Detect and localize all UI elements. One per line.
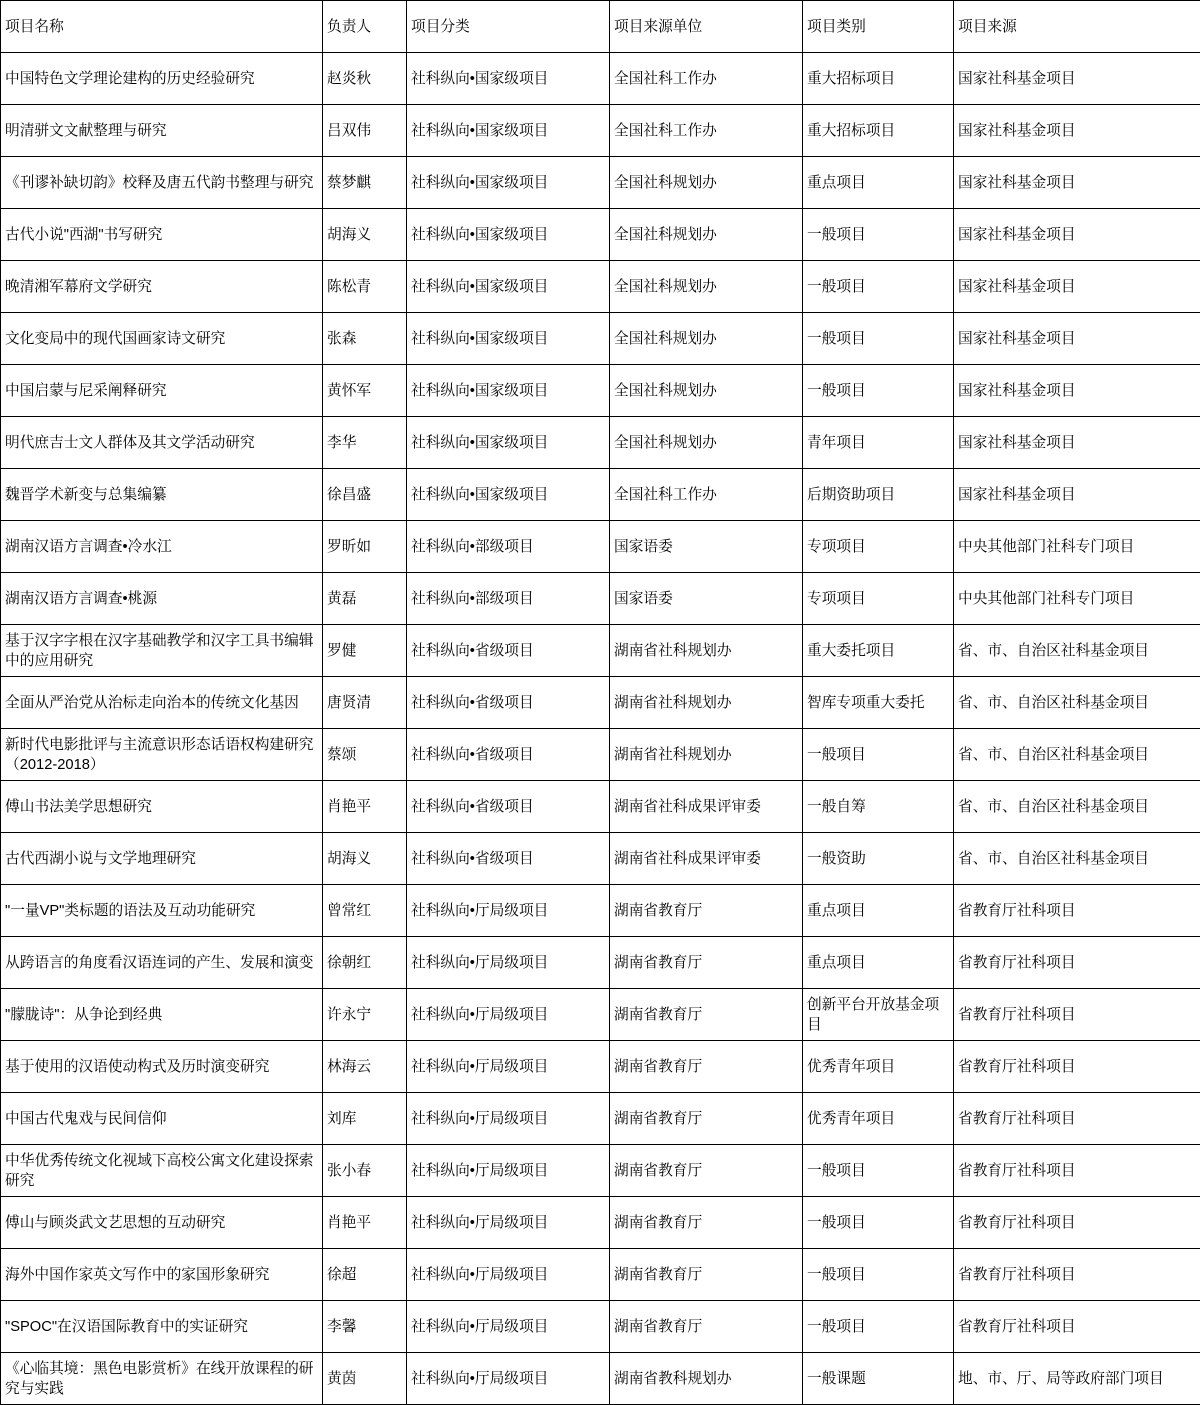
table-cell: 罗昕如 [323, 521, 407, 573]
table-cell: 蔡颂 [323, 729, 407, 781]
table-cell: 一般项目 [803, 1249, 954, 1301]
table-cell: 全国社科规划办 [610, 365, 803, 417]
table-cell: 全国社科规划办 [610, 157, 803, 209]
table-cell: 全国社科工作办 [610, 53, 803, 105]
table-cell: 省、市、自治区社科基金项目 [954, 781, 1200, 833]
table-cell: 后期资助项目 [803, 469, 954, 521]
table-cell: 国家语委 [610, 573, 803, 625]
table-cell: 湖南省教科规划办 [610, 1353, 803, 1405]
table-cell: 湖南省教育厅 [610, 885, 803, 937]
table-cell: 基于使用的汉语使动构式及历时演变研究 [1, 1041, 323, 1093]
table-cell: 社科纵向•国家级项目 [407, 417, 610, 469]
table-cell: 中国古代鬼戏与民间信仰 [1, 1093, 323, 1145]
table-cell: 张森 [323, 313, 407, 365]
table-row [1, 105, 1200, 157]
table-row [1, 1145, 1200, 1197]
table-cell: 一般资助 [803, 833, 954, 885]
table-cell: 全国社科规划办 [610, 261, 803, 313]
table-cell: 傅山书法美学思想研究 [1, 781, 323, 833]
table-cell: 社科纵向•国家级项目 [407, 313, 610, 365]
table-cell: 晚清湘军幕府文学研究 [1, 261, 323, 313]
table-cell: 社科纵向•国家级项目 [407, 469, 610, 521]
table-cell: 优秀青年项目 [803, 1093, 954, 1145]
table-cell: 省教育厅社科项目 [954, 1145, 1200, 1197]
table-row [1, 157, 1200, 209]
table-row [1, 1197, 1200, 1249]
column-header: 项目名称 [1, 1, 323, 53]
table-cell: 社科纵向•厅局级项目 [407, 937, 610, 989]
table-row [1, 53, 1200, 105]
table-row [1, 885, 1200, 937]
table-cell: 古代西湖小说与文学地理研究 [1, 833, 323, 885]
table-cell: 一般项目 [803, 1145, 954, 1197]
table-cell: 专项项目 [803, 573, 954, 625]
table-cell: 胡海义 [323, 833, 407, 885]
table-cell: 社科纵向•国家级项目 [407, 53, 610, 105]
table-cell: 社科纵向•国家级项目 [407, 365, 610, 417]
column-header: 项目分类 [407, 1, 610, 53]
table-cell: 一般项目 [803, 1197, 954, 1249]
table-cell: 省教育厅社科项目 [954, 1249, 1200, 1301]
table-cell: 陈松青 [323, 261, 407, 313]
table-cell: 吕双伟 [323, 105, 407, 157]
table-cell: 省教育厅社科项目 [954, 1093, 1200, 1145]
column-header: 负责人 [323, 1, 407, 53]
table-cell: 省教育厅社科项目 [954, 989, 1200, 1041]
table-row [1, 417, 1200, 469]
table-cell: 全面从严治党从治标走向治本的传统文化基因 [1, 677, 323, 729]
table-row [1, 1041, 1200, 1093]
table-cell: 社科纵向•厅局级项目 [407, 1301, 610, 1353]
table-cell: 青年项目 [803, 417, 954, 469]
table-cell: 省教育厅社科项目 [954, 1301, 1200, 1353]
table-cell: 赵炎秋 [323, 53, 407, 105]
table-cell: 湖南省教育厅 [610, 937, 803, 989]
table-cell: 重大招标项目 [803, 53, 954, 105]
table-row [1, 1353, 1200, 1405]
table-cell: 一般项目 [803, 261, 954, 313]
table-cell: 李馨 [323, 1301, 407, 1353]
table-cell: 湖南省社科规划办 [610, 625, 803, 677]
table-cell: 社科纵向•国家级项目 [407, 261, 610, 313]
table-cell: 一般项目 [803, 365, 954, 417]
table-row [1, 781, 1200, 833]
table-cell: 社科纵向•国家级项目 [407, 105, 610, 157]
table-cell: 中央其他部门社科专门项目 [954, 573, 1200, 625]
table-cell: 一般项目 [803, 729, 954, 781]
table-cell: 文化变局中的现代国画家诗文研究 [1, 313, 323, 365]
table-cell: 一般项目 [803, 313, 954, 365]
table-cell: 一般课题 [803, 1353, 954, 1405]
table-cell: 基于汉字字根在汉字基础教学和汉字工具书编辑中的应用研究 [1, 625, 323, 677]
table-cell: 全国社科规划办 [610, 417, 803, 469]
table-cell: 《心临其境：黑色电影赏析》在线开放课程的研究与实践 [1, 1353, 323, 1405]
table-cell: 湖南省社科规划办 [610, 729, 803, 781]
table-cell: 重点项目 [803, 885, 954, 937]
table-cell: 肖艳平 [323, 781, 407, 833]
table-cell: 魏晋学术新变与总集编纂 [1, 469, 323, 521]
table-cell: 社科纵向•厅局级项目 [407, 885, 610, 937]
table-cell: 省教育厅社科项目 [954, 1041, 1200, 1093]
table-cell: 明代庶吉士文人群体及其文学活动研究 [1, 417, 323, 469]
table-cell: 一般项目 [803, 1301, 954, 1353]
table-cell: 唐贤清 [323, 677, 407, 729]
table-cell: 蔡梦麒 [323, 157, 407, 209]
table-cell: 社科纵向•厅局级项目 [407, 989, 610, 1041]
table-cell: 国家社科基金项目 [954, 261, 1200, 313]
table-cell: 专项项目 [803, 521, 954, 573]
table-row [1, 261, 1200, 313]
table-cell: 社科纵向•部级项目 [407, 521, 610, 573]
table-row [1, 1249, 1200, 1301]
table-cell: 黄茵 [323, 1353, 407, 1405]
table-cell: 中国特色文学理论建构的历史经验研究 [1, 53, 323, 105]
table-cell: 省、市、自治区社科基金项目 [954, 677, 1200, 729]
column-header: 项目类别 [803, 1, 954, 53]
table-row [1, 833, 1200, 885]
table-row [1, 313, 1200, 365]
table-cell: 社科纵向•省级项目 [407, 677, 610, 729]
table-cell: 国家社科基金项目 [954, 313, 1200, 365]
table-cell: 许永宁 [323, 989, 407, 1041]
table-cell: 中央其他部门社科专门项目 [954, 521, 1200, 573]
table-row [1, 729, 1200, 781]
table-row [1, 365, 1200, 417]
table-cell: 重点项目 [803, 157, 954, 209]
table-cell: 智库专项重大委托 [803, 677, 954, 729]
table-cell: 中华优秀传统文化视域下高校公寓文化建设探索研究 [1, 1145, 323, 1197]
table-cell: 黄怀军 [323, 365, 407, 417]
table-cell: 社科纵向•厅局级项目 [407, 1249, 610, 1301]
table-cell: 优秀青年项目 [803, 1041, 954, 1093]
table-cell: 黄磊 [323, 573, 407, 625]
table-cell: 社科纵向•厅局级项目 [407, 1197, 610, 1249]
table-cell: 社科纵向•厅局级项目 [407, 1093, 610, 1145]
table-cell: 社科纵向•厅局级项目 [407, 1353, 610, 1405]
table-cell: 全国社科规划办 [610, 209, 803, 261]
table-cell: 省教育厅社科项目 [954, 885, 1200, 937]
table-cell: 全国社科工作办 [610, 105, 803, 157]
table-cell: 湖南省社科成果评审委 [610, 781, 803, 833]
table-body [1, 53, 1200, 1405]
table-cell: 社科纵向•国家级项目 [407, 209, 610, 261]
table-cell: 社科纵向•省级项目 [407, 781, 610, 833]
table-cell: 湖南省教育厅 [610, 1093, 803, 1145]
table-cell: 省、市、自治区社科基金项目 [954, 625, 1200, 677]
table-cell: 国家社科基金项目 [954, 209, 1200, 261]
table-cell: 地、市、厅、局等政府部门项目 [954, 1353, 1200, 1405]
table-cell: 李华 [323, 417, 407, 469]
table-cell: 社科纵向•厅局级项目 [407, 1145, 610, 1197]
table-cell: 中国启蒙与尼采阐释研究 [1, 365, 323, 417]
table-cell: 湖南省教育厅 [610, 1145, 803, 1197]
table-cell: 张小春 [323, 1145, 407, 1197]
table-row [1, 677, 1200, 729]
table-cell: 罗健 [323, 625, 407, 677]
table-cell: 湖南省教育厅 [610, 1301, 803, 1353]
table-cell: 古代小说"西湖"书写研究 [1, 209, 323, 261]
table-cell: 省、市、自治区社科基金项目 [954, 833, 1200, 885]
table-cell: 湖南省教育厅 [610, 1041, 803, 1093]
table-cell: 新时代电影批评与主流意识形态话语权构建研究（2012-2018） [1, 729, 323, 781]
table-cell: 刘库 [323, 1093, 407, 1145]
table-cell: 湖南省教育厅 [610, 1197, 803, 1249]
table-cell: 社科纵向•部级项目 [407, 573, 610, 625]
table-cell: 湖南汉语方言调查•冷水江 [1, 521, 323, 573]
column-header: 项目来源 [954, 1, 1200, 53]
table-cell: "SPOC"在汉语国际教育中的实证研究 [1, 1301, 323, 1353]
table-cell: 国家社科基金项目 [954, 365, 1200, 417]
table-cell: 国家社科基金项目 [954, 157, 1200, 209]
table-cell: "一量VP"类标题的语法及互动功能研究 [1, 885, 323, 937]
table-cell: 傅山与顾炎武文艺思想的互动研究 [1, 1197, 323, 1249]
table-row [1, 573, 1200, 625]
header-row [1, 1, 1200, 53]
table-cell: 胡海义 [323, 209, 407, 261]
table-cell: 湖南省社科成果评审委 [610, 833, 803, 885]
table-row [1, 937, 1200, 989]
table-cell: 徐朝红 [323, 937, 407, 989]
table-cell: 肖艳平 [323, 1197, 407, 1249]
table-cell: 社科纵向•省级项目 [407, 625, 610, 677]
table-row [1, 209, 1200, 261]
table-cell: 社科纵向•省级项目 [407, 833, 610, 885]
table-row [1, 1093, 1200, 1145]
table-cell: 全国社科工作办 [610, 469, 803, 521]
table-row [1, 625, 1200, 677]
table-cell: 一般自筹 [803, 781, 954, 833]
table-row [1, 1301, 1200, 1353]
table-cell: 社科纵向•省级项目 [407, 729, 610, 781]
table-cell: 从跨语言的角度看汉语连词的产生、发展和演变 [1, 937, 323, 989]
table-row [1, 521, 1200, 573]
table-cell: 《刊谬补缺切韵》校释及唐五代韵书整理与研究 [1, 157, 323, 209]
table-cell: 国家社科基金项目 [954, 469, 1200, 521]
table-cell: 徐超 [323, 1249, 407, 1301]
table-cell: 创新平台开放基金项目 [803, 989, 954, 1041]
table-cell: 海外中国作家英文写作中的家国形象研究 [1, 1249, 323, 1301]
table-cell: 全国社科规划办 [610, 313, 803, 365]
table-cell: 省、市、自治区社科基金项目 [954, 729, 1200, 781]
table-cell: 林海云 [323, 1041, 407, 1093]
table-cell: 徐昌盛 [323, 469, 407, 521]
table-cell: 一般项目 [803, 209, 954, 261]
table-cell: 湖南省教育厅 [610, 989, 803, 1041]
table-cell: 曾常红 [323, 885, 407, 937]
table-cell: 湖南汉语方言调查•桃源 [1, 573, 323, 625]
table-cell: 国家社科基金项目 [954, 105, 1200, 157]
table-cell: 重大委托项目 [803, 625, 954, 677]
table-cell: "朦胧诗"：从争论到经典 [1, 989, 323, 1041]
table-cell: 明清骈文文献整理与研究 [1, 105, 323, 157]
table-row [1, 469, 1200, 521]
table-cell: 社科纵向•厅局级项目 [407, 1041, 610, 1093]
table-cell: 国家社科基金项目 [954, 417, 1200, 469]
table-cell: 湖南省教育厅 [610, 1249, 803, 1301]
table-cell: 重点项目 [803, 937, 954, 989]
column-header: 项目来源单位 [610, 1, 803, 53]
table-cell: 重大招标项目 [803, 105, 954, 157]
table-cell: 湖南省社科规划办 [610, 677, 803, 729]
table-cell: 省教育厅社科项目 [954, 937, 1200, 989]
table-cell: 国家语委 [610, 521, 803, 573]
table-cell: 社科纵向•国家级项目 [407, 157, 610, 209]
table-row [1, 989, 1200, 1041]
table-cell: 国家社科基金项目 [954, 53, 1200, 105]
table-cell: 省教育厅社科项目 [954, 1197, 1200, 1249]
